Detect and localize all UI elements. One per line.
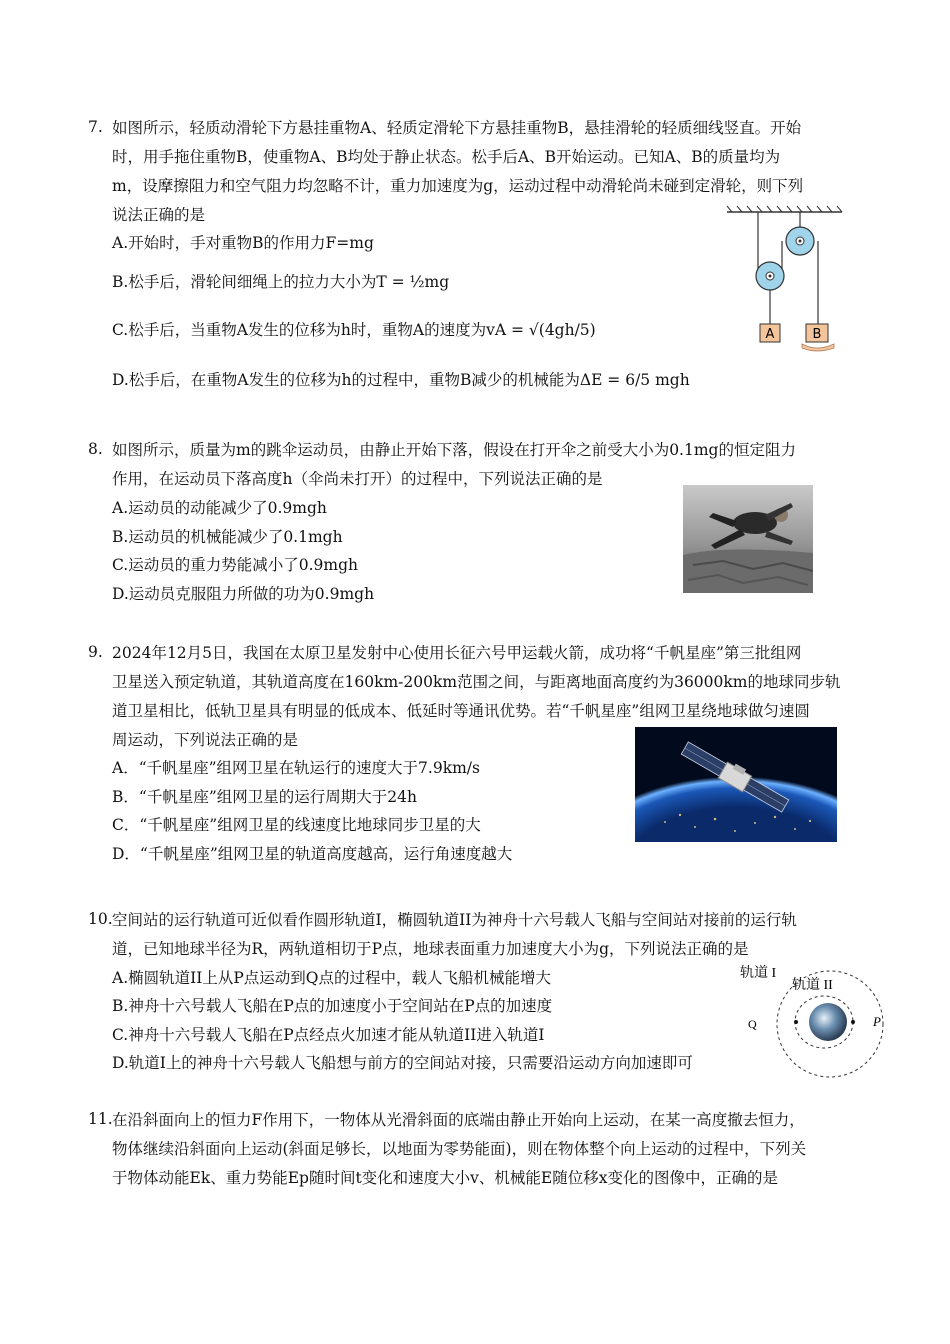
question-text-line: 2024年12月5日，我国在太原卫星发射中心使用长征六号甲运载火箭，成功将“千帆星座”第三批组网 (112, 644, 802, 662)
weight-a-label: A (765, 327, 775, 342)
option-a: A.椭圆轨道II上从P点运动到Q点的过程中，载人飞船机械能增大 (112, 969, 552, 987)
question-text-line: 时，用手拖住重物B，使重物A、B均处于静止状态。松手后A、B开始运动。已知A、B的质量均为 (112, 148, 781, 166)
question-text-line: 说法正确的是 (112, 206, 206, 224)
question-text-line: 空间站的运行轨道可近似看作圆形轨道I，椭圆轨道II为神舟十六号载人飞船与空间站对接前的运行轨 (112, 911, 797, 929)
question-text-line: 物体继续沿斜面向上运动(斜面足够长，以地面为零势能面)，则在物体整个向上运动的过程中，下列关 (112, 1140, 807, 1158)
orbit-1-label: 轨道 I (740, 966, 777, 981)
option-b: B.神舟十六号载人飞船在P点的加速度小于空间站在P点的加速度 (112, 997, 553, 1015)
pulley-diagram (722, 204, 847, 354)
weight-b-label: B (812, 327, 822, 342)
option-a: A.运动员的动能减少了0.9mgh (112, 499, 327, 517)
option-b: B.运动员的机械能减少了0.1mgh (112, 528, 343, 546)
option-d: D．“千帆星座”组网卫星的轨道高度越高，运行角速度越大 (112, 845, 513, 863)
option-c: C.松手后，当重物A发生的位移为h时，重物A的速度为vA = √(4gh/5) (112, 321, 596, 339)
question-text-line: 如图所示，轻质动滑轮下方悬挂重物A、轻质定滑轮下方悬挂重物B，悬挂滑轮的轻质细线竖直。开始 (112, 119, 802, 137)
question-text-line: 如图所示，质量为m的跳伞运动员，由静止开始下落，假设在打开伞之前受大小为0.1mg的恒定阻力 (112, 441, 796, 459)
option-d: D.松手后，在重物A发生的位移为h的过程中，重物B减少的机械能为ΔE = 6/5 mgh (112, 371, 690, 389)
question-number: 8. (88, 440, 103, 458)
orbit-2-label: 轨道 II (792, 978, 833, 993)
question-number: 10. (88, 910, 113, 928)
option-c: C．“千帆星座”组网卫星的线速度比地球同步卫星的大 (112, 816, 481, 834)
option-b: B.松手后，滑轮间细绳上的拉力大小为T = ½mg (112, 273, 450, 291)
question-number: 11. (88, 1110, 113, 1128)
question-number: 9. (88, 643, 103, 661)
satellite-photo (635, 727, 837, 842)
skydiver-photo (683, 485, 813, 593)
earth-icon (809, 1003, 847, 1041)
question-text-line: m，设摩擦阻力和空气阻力均忽略不计，重力加速度为g，运动过程中动滑轮尚未碰到定滑轮，则下列 (112, 177, 804, 195)
question-text-line: 道卫星相比，低轨卫星具有明显的低成本、低延时等通讯优势。若“千帆星座”组网卫星绕地球做匀速圆 (112, 702, 810, 720)
option-d: D.轨道I上的神舟十六号载人飞船想与前方的空间站对接，只需要沿运动方向加速即可 (112, 1054, 693, 1072)
question-text-line: 作用，在运动员下落高度h（伞尚未打开）的过程中，下列说法正确的是 (112, 470, 603, 488)
question-text-line: 于物体动能Ek、重力势能Ep随时间t变化和速度大小v、机械能E随位移x变化的图像中，正确的是 (112, 1169, 778, 1187)
question-text-line: 道，已知地球半径为R，两轨道相切于P点，地球表面重力加速度大小为g，下列说法正确的是 (112, 940, 749, 958)
option-b: B．“千帆星座”组网卫星的运行周期大于24h (112, 788, 417, 806)
option-c: C.神舟十六号载人飞船在P点经点火加速才能从轨道II进入轨道I (112, 1026, 545, 1044)
point-q-label: Q (748, 1017, 757, 1031)
point-p-label: P (873, 1014, 881, 1029)
option-c: C.运动员的重力势能减小了0.9mgh (112, 556, 358, 574)
question-text-line: 周运动，下列说法正确的是 (112, 731, 299, 749)
option-a: A.开始时，手对重物B的作用力F=mg (112, 234, 374, 252)
question-text-line: 在沿斜面向上的恒力F作用下，一物体从光滑斜面的底端由静止开始向上运动，在某一高度撤去恒力， (112, 1111, 805, 1129)
question-text-line: 卫星送入预定轨道，其轨道高度在160km-200km范围之间，与距离地面高度约为36000km的地球同步轨 (112, 673, 841, 691)
option-a: A．“千帆星座”组网卫星在轨运行的速度大于7.9km/s (112, 759, 480, 777)
orbit-diagram (740, 962, 890, 1080)
question-number: 7. (88, 118, 103, 136)
option-d: D.运动员克服阻力所做的功为0.9mgh (112, 585, 375, 603)
